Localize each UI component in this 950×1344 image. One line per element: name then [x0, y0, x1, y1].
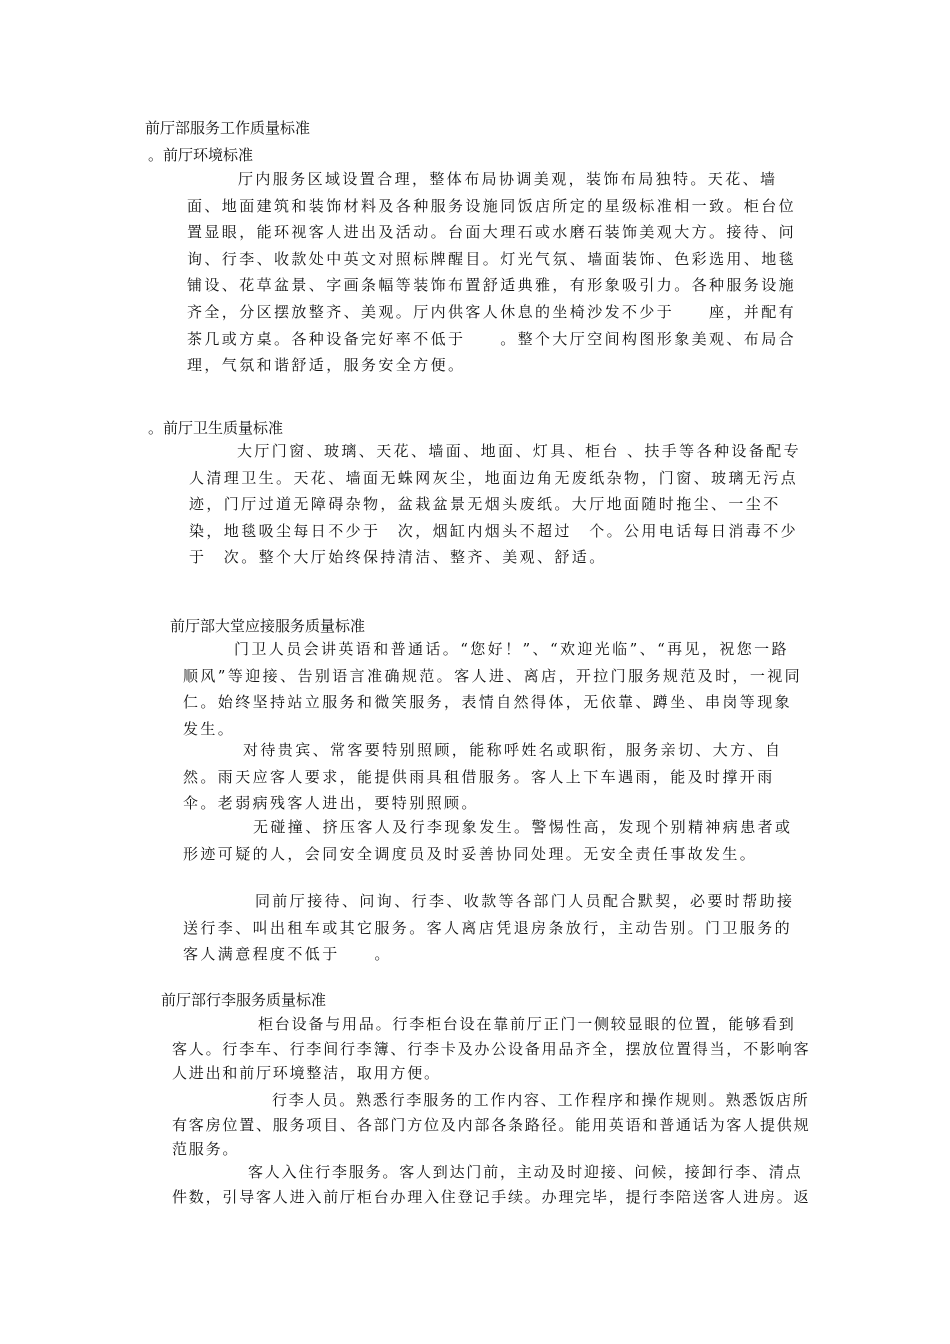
paragraph-lobby-vip: 对待贵宾、常客要特别照顾，能称呼姓名或职衔，服务亲切、大方、自然。雨天应客人要求，能提供雨具租借服务。客人上下车遇雨，能及时撑开雨伞。老弱病残客人进出，要特别照顾。: [183, 741, 783, 813]
section-heading-hygiene: 。前厅卫生质量标准: [148, 419, 284, 437]
paragraph-lobby-cooperation: 同前厅接待、问询、行李、收款等各部门人员配合默契，必要时帮助接送行李、叫出租车或其它服务。客人离店凭退房条放行，主动告别。门卫服务的客人满意程度不低于 。: [183, 892, 795, 964]
paragraph-luggage-staff: 行李人员。熟悉行李服务的工作内容、工作程序和操作规则。熟悉饭店所有客房位置、服务项目、各部门方位及内部各条路径。能用英语和普通话为客人提供规范服务。: [172, 1091, 811, 1158]
paragraph-luggage-counter: 柜台设备与用品。行李柜台设在靠前厅正门一侧较显眼的位置，能够看到客人。行李车、行李间行李簿、行李卡及办公设备用品齐全，摆放位置得当，不影响客人进出和前厅环境整洁，取用方便。: [172, 1015, 811, 1082]
paragraph-lobby-greeting: 门卫人员会讲英语和普通话。“您好！”、“欢迎光临”、“再见，祝您一路顺风”等迎接、告别语言准确规范。客人进、离店，开拉门服务规范及时，一视同仁。始终坚持站立服务和微笑服务，表情自然得体，无依靠、蹲坐、串岗等现象发生。: [183, 640, 803, 738]
section-heading-environment: 。前厅环境标准: [148, 146, 254, 164]
document-title: 前厅部服务工作质量标准: [145, 119, 311, 137]
paragraph-luggage-checkin: 客人入住行李服务。客人到达门前，主动及时迎接、问候，接卸行李、清点件数，引导客人进入前厅柜台办理入住登记手续。办理完毕，提行李陪送客人进房。返: [172, 1163, 811, 1206]
paragraph-lobby-safety: 无碰撞、挤压客人及行李现象发生。警惕性高，发现个别精神病患者或形迹可疑的人，会同安全调度员及时妥善协同处理。无安全责任事故发生。: [183, 818, 793, 863]
section-heading-lobby-service: 前厅部大堂应接服务质量标准: [170, 617, 366, 635]
paragraph-hygiene: 大厅门窗、玻璃、天花、墙面、地面、灯具、柜台 、扶手等各种设备配专人清理卫生。天花、墙面无蛛网灰尘，地面边角无废纸杂物，门窗、玻璃无污点迹，门厅过道无障碍杂物，盆栽盆景无烟头废纸。大厅地面随时拖尘、一尘不染，地毯吸尘每日不少于 次，烟缸内烟头不超过 个。公用电话每日消毒不少于 次。整个大厅始终保持清洁、整齐、美观、舒适。: [189, 442, 801, 567]
paragraph-environment: 厅内服务区域设置合理，整体布局协调美观，装饰布局独特。天花、墙面、地面建筑和装饰材料及各种服务设施同饭店所定的星级标准相一致。柜台位置显眼，能环视客人进出及活动。台面大理石或水磨石装饰美观大方。接待、问询、行李、收款处中英文对照标牌醒目。灯光气氛、墙面装饰、色彩选用、地毯铺设、花草盆景、字画条幅等装饰布置舒适典雅，有形象吸引力。各种服务设施齐全，分区摆放整齐、美观。厅内供客人休息的坐椅沙发不少于 座，并配有茶几或方桌。各种设备完好率不低于 。整个大厅空间构图形象美观、布局合理，气氛和谐舒适，服务安全方便。: [187, 170, 797, 375]
section-heading-luggage-service: 前厅部行李服务质量标准: [161, 991, 327, 1009]
